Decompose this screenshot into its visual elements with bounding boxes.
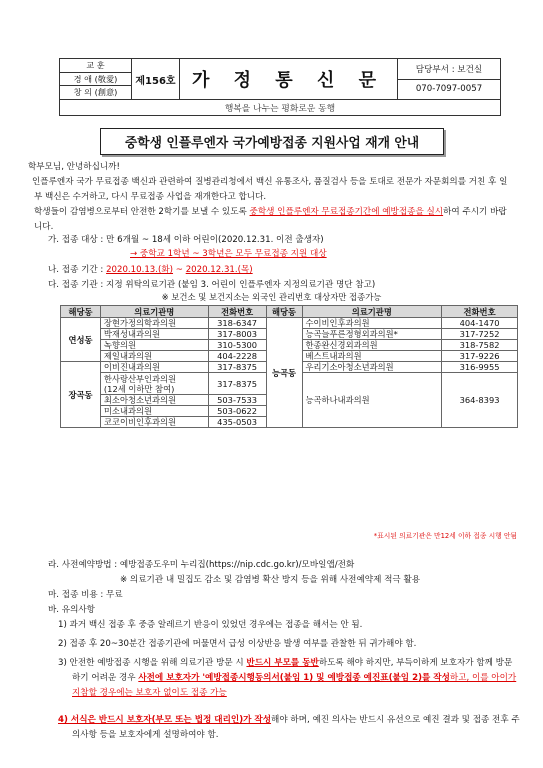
clinic-name: 능곡하나내과의원: [302, 373, 442, 428]
table-header-row: [61, 306, 518, 318]
col-name: 의료기관명: [100, 306, 208, 318]
item-na-label: 나. 접종 기간 :: [48, 265, 107, 275]
intro-paragraph-2: [34, 205, 512, 235]
slogan: 행복을 나누는 평화로운 동행: [59, 100, 501, 116]
clinic-phone: 317-7252: [442, 329, 518, 340]
clinic-phone: 316-9955: [442, 362, 518, 373]
clinic-phone: 503-7533: [208, 395, 266, 406]
caution-3-a: 3) 안전한 예방접종 시행을 위해 의료기관 방문 시: [58, 658, 247, 668]
clinic-name: 녹향의원: [100, 340, 208, 351]
clinic-phone: 317-8375: [208, 373, 266, 395]
item-ra-note: ※ 의료기관 내 밀집도 감소 및 감염병 확산 방지 등을 위해 사전예약제 적극 활용: [120, 575, 421, 585]
clinic-name: 이비진내과의원: [100, 362, 208, 373]
item-ma: 마. 접종 비용 : 무료: [48, 590, 123, 600]
clinic-phone: 364-8393: [442, 373, 518, 428]
clinic-name: 최소아청소년과의원: [100, 395, 208, 406]
item-ga-sub: → 중학교 1학년 ~ 3학년은 모두 무료접종 지원 대상: [130, 249, 327, 259]
clinic-phone: 404-1470: [442, 318, 518, 329]
clinic-name: 한사랑산부인과의원 (12세 이하만 참여): [100, 373, 208, 395]
caution-2: 2) 접종 후 20~30분간 접종기관에 머물면서 급성 이상반응 발생 여부를 관찰한 뒤 귀가해야 함.: [58, 639, 417, 649]
caution-3-c: 하고, 이를 아이가 지참할 경우에는 보호자 없이도 접종 가능: [72, 673, 517, 698]
clinic-phone: 318-7582: [442, 340, 518, 351]
phone: 070-7097-0057: [415, 84, 483, 95]
item-ra: 라. 사전예약방법 : 예방접종도우미 누리집(https://nip.cdc.go.kr)/모바일앱/전화: [48, 560, 355, 570]
newsletter-header: [59, 58, 501, 100]
caution-1: 1) 과거 백신 접종 후 중증 알레르기 반응이 있었던 경우에는 접종을 해서는 안 됨.: [58, 620, 363, 630]
caution-4-b: 해야 하며, 예진 의사는 반드시 유선으로 예진 결과 및 접종 전후 주의사항 등을 보호자에게 설명하여야 함.: [72, 715, 520, 740]
clinic-name: 우리기소아청소년과의원: [302, 362, 442, 373]
col-name-2: 의료기관명: [302, 306, 442, 318]
intro-paragraph-1: 인플루엔자 국가 무료접종 백신과 관련하여 질병관리청에서 백신 유통조사, 품질검사 등을 토대로 전문가 자문회의를 거친 후 일부 백신은 수거하고, 다시 무료접종 사업을 재개한다고 합니다.: [32, 177, 508, 202]
clinic-phone: 435-0503: [208, 417, 266, 428]
item-na-end: 2020.12.31.(목): [185, 265, 253, 275]
clinic-name: 한종완신경외과의원: [302, 340, 442, 351]
col-dong: 해당동: [61, 306, 101, 318]
col-dong-2: 해당동: [266, 306, 302, 318]
intro-p2-highlight: 중학생 인플루엔자 무료접종기간에 예방접종을 실시: [249, 207, 444, 217]
item-da: 다. 접종 기관 : 지정 위탁의료기관 (붙임 3. 어린이 인플루엔자 지정의료기관 명단 참고): [48, 280, 376, 290]
table-row: [61, 318, 518, 329]
clinic-phone: 310-5300: [208, 340, 266, 351]
dong-cell: 연성동: [61, 318, 101, 362]
clinic-phone: 318-6347: [208, 318, 266, 329]
dong-cell: 장곡동: [61, 362, 101, 428]
clinic-name: 베스트내과의원: [302, 351, 442, 362]
col-phone-2: 전화번호: [442, 306, 518, 318]
item-na-start: 2020.10.13.(화): [106, 265, 174, 275]
item-ba: 바. 유의사항: [48, 605, 95, 615]
issue-number: 제156호: [132, 59, 180, 99]
caution-4-highlight: 4) 서식은 반드시 보호자(부모 또는 법정 대리인)가 작성: [58, 715, 272, 725]
clinic-phone: 404-2228: [208, 351, 266, 362]
contact-info: [398, 59, 500, 99]
col-phone: 전화번호: [208, 306, 266, 318]
intro-p2-text: 학생들이 감염병으로부터 안전한 2학기를 보낼 수 있도록: [34, 207, 250, 217]
item-na-sep: ~: [173, 265, 186, 275]
department: 담당부서 : 보건실: [398, 59, 500, 80]
table-note: ※ 보건소 및 보건지소는 외국인 관리번호 대상자만 접종가능: [161, 292, 382, 302]
dong-cell-right: 능곡동: [266, 318, 302, 428]
greeting: 학부모님, 안녕하십니까!: [28, 162, 120, 172]
clinic-name: 코코이비인후과의원: [100, 417, 208, 428]
caution-3: [58, 656, 520, 701]
caution-4: [58, 713, 520, 743]
intro-p2-end: 하여 주시기 바랍니다.: [34, 207, 507, 232]
notice-title: 중학생 인플루엔자 국가예방접종 지원사업 재개 안내: [100, 128, 444, 155]
motto-2: 창 의 (創意): [73, 87, 118, 98]
item-na: [48, 263, 518, 277]
item-ga: 가. 접종 대상 : 만 6개월 ~ 18세 이하 어린이(2020.12.31. 이전 출생자): [48, 235, 324, 245]
clinic-name: 박재성내과의원: [100, 329, 208, 340]
table-footnote: *표시된 의료기관은 만12세 이하 접종 시행 안됨: [373, 532, 517, 540]
clinic-name: 능곡늘푸른정형외과의원*: [302, 329, 442, 340]
motto-label: 교 훈: [60, 59, 131, 73]
caution-3-highlight-2: 사전에 보호자가 '예방접종시행동의서(붙임 1) 및 예방접종 예진표(붙임 2)를 작성: [138, 673, 450, 683]
clinic-phone: 317-8375: [208, 362, 266, 373]
caution-3-highlight-1: 반드시 부모를 동반: [246, 658, 319, 668]
school-motto: [60, 59, 132, 99]
clinic-phone: 317-9226: [442, 351, 518, 362]
clinic-table: [60, 305, 518, 428]
clinic-name: 장현가정의학과의원: [100, 318, 208, 329]
clinic-phone: 503-0622: [208, 406, 266, 417]
clinic-name: 수이비인후과의원: [302, 318, 442, 329]
caution-3-b: 하도록 해야 하지만, 부득이하게 보호자가 함께 방문하기 어려운 경우: [72, 658, 513, 683]
newsletter-title: 가 정 통 신 문: [180, 59, 398, 99]
clinic-name: 미소내과의원: [100, 406, 208, 417]
clinic-phone: 317-8003: [208, 329, 266, 340]
clinic-name: 제일내과의원: [100, 351, 208, 362]
motto-1: 경 애 (敬愛): [60, 73, 131, 87]
